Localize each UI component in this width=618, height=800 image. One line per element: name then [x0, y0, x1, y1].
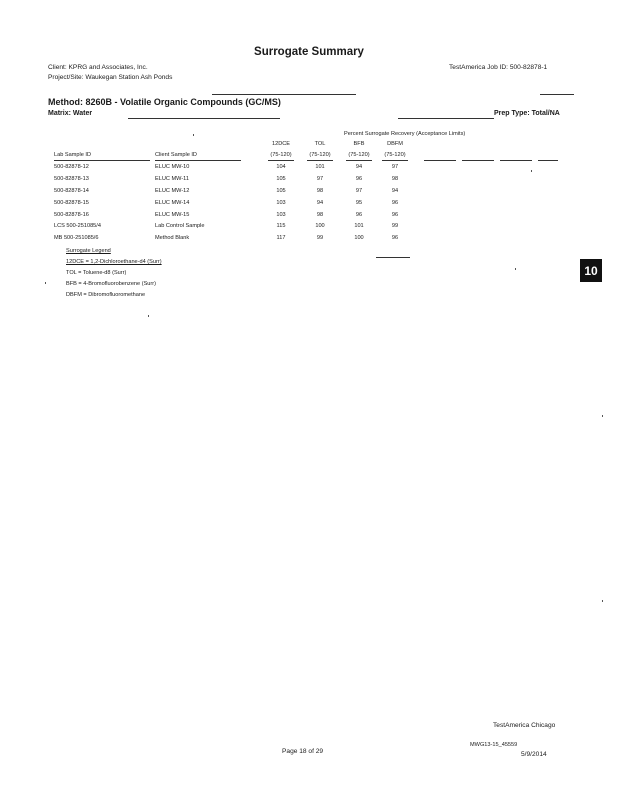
job-id-label: TestAmerica Job ID: 500-82878-1	[449, 64, 548, 71]
legend-title: Surrogate Legend	[66, 248, 111, 254]
scan-speck	[531, 170, 532, 172]
table-cell-12dce: 105	[276, 176, 286, 182]
table-cell-bfb: 95	[355, 200, 363, 206]
legend-item: 12DCE = 1,2-Dichloroethane-d4 (Surr)	[66, 259, 162, 265]
method-title: Method: 8260B - Volatile Organic Compounds (GC/MS)	[48, 97, 281, 107]
table-cell-12dce: 117	[276, 235, 286, 241]
prep-type-label: Prep Type: Total/NA	[494, 110, 560, 117]
table-cell-tol: 98	[316, 188, 324, 194]
legend-item: BFB = 4-Bromofluorobenzene (Surr)	[66, 281, 157, 287]
table-cell-12dce: 115	[276, 223, 286, 229]
table-cell-dbfm: 96	[391, 235, 399, 241]
col-lab-sample-id: Lab Sample ID	[54, 152, 92, 158]
table-cell-bfb: 96	[355, 176, 363, 182]
table-row-client-id: ELUC MW-10	[155, 164, 190, 170]
scan-speck	[45, 282, 46, 284]
prep-rule	[398, 118, 494, 119]
header-underline-empty2	[462, 160, 494, 161]
footer-company: TestAmerica Chicago	[493, 722, 556, 729]
scan-speck	[602, 600, 603, 602]
table-cell-bfb: 94	[355, 164, 363, 170]
header-underline-lab	[54, 160, 150, 161]
limits-dbfm: (75-120)	[384, 152, 406, 158]
scan-speck	[148, 315, 149, 317]
table-row-client-id: ELUC MW-15	[155, 212, 190, 218]
header-rule-right	[540, 94, 574, 95]
table-row-lab-id: 500-82878-14	[54, 188, 89, 194]
table-cell-dbfm: 99	[391, 223, 399, 229]
table-row-lab-id: 500-82878-15	[54, 200, 89, 206]
table-row-lab-id: 500-82878-13	[54, 176, 89, 182]
table-row-client-id: ELUC MW-12	[155, 188, 190, 194]
table-cell-tol: 94	[316, 200, 324, 206]
legend-item: TOL = Toluene-d8 (Surr)	[66, 270, 127, 276]
table-cell-12dce: 104	[276, 164, 286, 170]
table-cell-tol: 98	[316, 212, 324, 218]
client-label: Client: KPRG and Associates, Inc.	[48, 64, 148, 71]
header-underline-12dce	[268, 160, 294, 161]
footer-date: 5/9/2014	[521, 751, 547, 758]
table-cell-dbfm: 97	[391, 164, 399, 170]
scan-speck	[515, 268, 516, 270]
table-cell-bfb: 96	[355, 212, 363, 218]
project-site-label: Project/Site: Waukegan Station Ash Ponds	[48, 74, 173, 81]
table-row-client-id: ELUC MW-14	[155, 200, 190, 206]
header-underline-empty4	[538, 160, 558, 161]
header-underline-empty1	[424, 160, 456, 161]
table-end-rule	[376, 257, 410, 258]
table-cell-dbfm: 94	[391, 188, 399, 194]
limits-tol: (75-120)	[309, 152, 331, 158]
table-cell-12dce: 105	[276, 188, 286, 194]
table-row-lab-id: 500-82878-12	[54, 164, 89, 170]
table-cell-bfb: 101	[354, 223, 364, 229]
table-cell-bfb: 100	[354, 235, 364, 241]
header-underline-dbfm	[382, 160, 408, 161]
col-dbfm: DBFM	[387, 141, 403, 147]
header-underline-tol	[307, 160, 333, 161]
section-tab-badge: 10	[580, 259, 602, 282]
header-underline-bfb	[346, 160, 372, 161]
col-12dce: 12DCE	[271, 141, 291, 147]
document-code: MWG13-15_45559	[470, 742, 518, 748]
legend-item: DBFM = Dibromofluoromethane	[66, 292, 146, 298]
limits-bfb: (75-120)	[348, 152, 370, 158]
table-cell-tol: 101	[315, 164, 325, 170]
header-underline-client	[155, 160, 241, 161]
table-row-client-id: ELUC MW-11	[155, 176, 189, 182]
table-row-lab-id: MB 500-251085/6	[54, 235, 99, 241]
limits-12dce: (75-120)	[270, 152, 292, 158]
recovery-group-header: Percent Surrogate Recovery (Acceptance Limits)	[344, 131, 466, 137]
scan-speck	[602, 415, 603, 417]
header-underline-empty3	[500, 160, 532, 161]
col-bfb: BFB	[353, 141, 365, 147]
header-rule	[212, 94, 356, 95]
scan-speck	[193, 134, 194, 136]
table-row-client-id: Method Blank	[155, 235, 190, 241]
table-cell-tol: 99	[316, 235, 324, 241]
table-cell-tol: 97	[316, 176, 324, 182]
col-tol: TOL	[314, 141, 326, 147]
table-cell-dbfm: 96	[391, 200, 399, 206]
table-cell-bfb: 97	[355, 188, 363, 194]
table-cell-tol: 100	[315, 223, 325, 229]
table-row-client-id: Lab Control Sample	[155, 223, 205, 229]
matrix-rule	[128, 118, 280, 119]
table-cell-dbfm: 96	[391, 212, 399, 218]
table-row-lab-id: LCS 500-251085/4	[54, 223, 101, 229]
table-row-lab-id: 500-82878-16	[54, 212, 89, 218]
table-cell-dbfm: 98	[391, 176, 399, 182]
page-number: Page 18 of 29	[282, 748, 324, 755]
col-client-sample-id: Client Sample ID	[155, 152, 197, 158]
table-cell-12dce: 103	[276, 200, 286, 206]
page-title: Surrogate Summary	[254, 46, 364, 58]
matrix-label: Matrix: Water	[48, 110, 93, 117]
table-cell-12dce: 103	[276, 212, 286, 218]
